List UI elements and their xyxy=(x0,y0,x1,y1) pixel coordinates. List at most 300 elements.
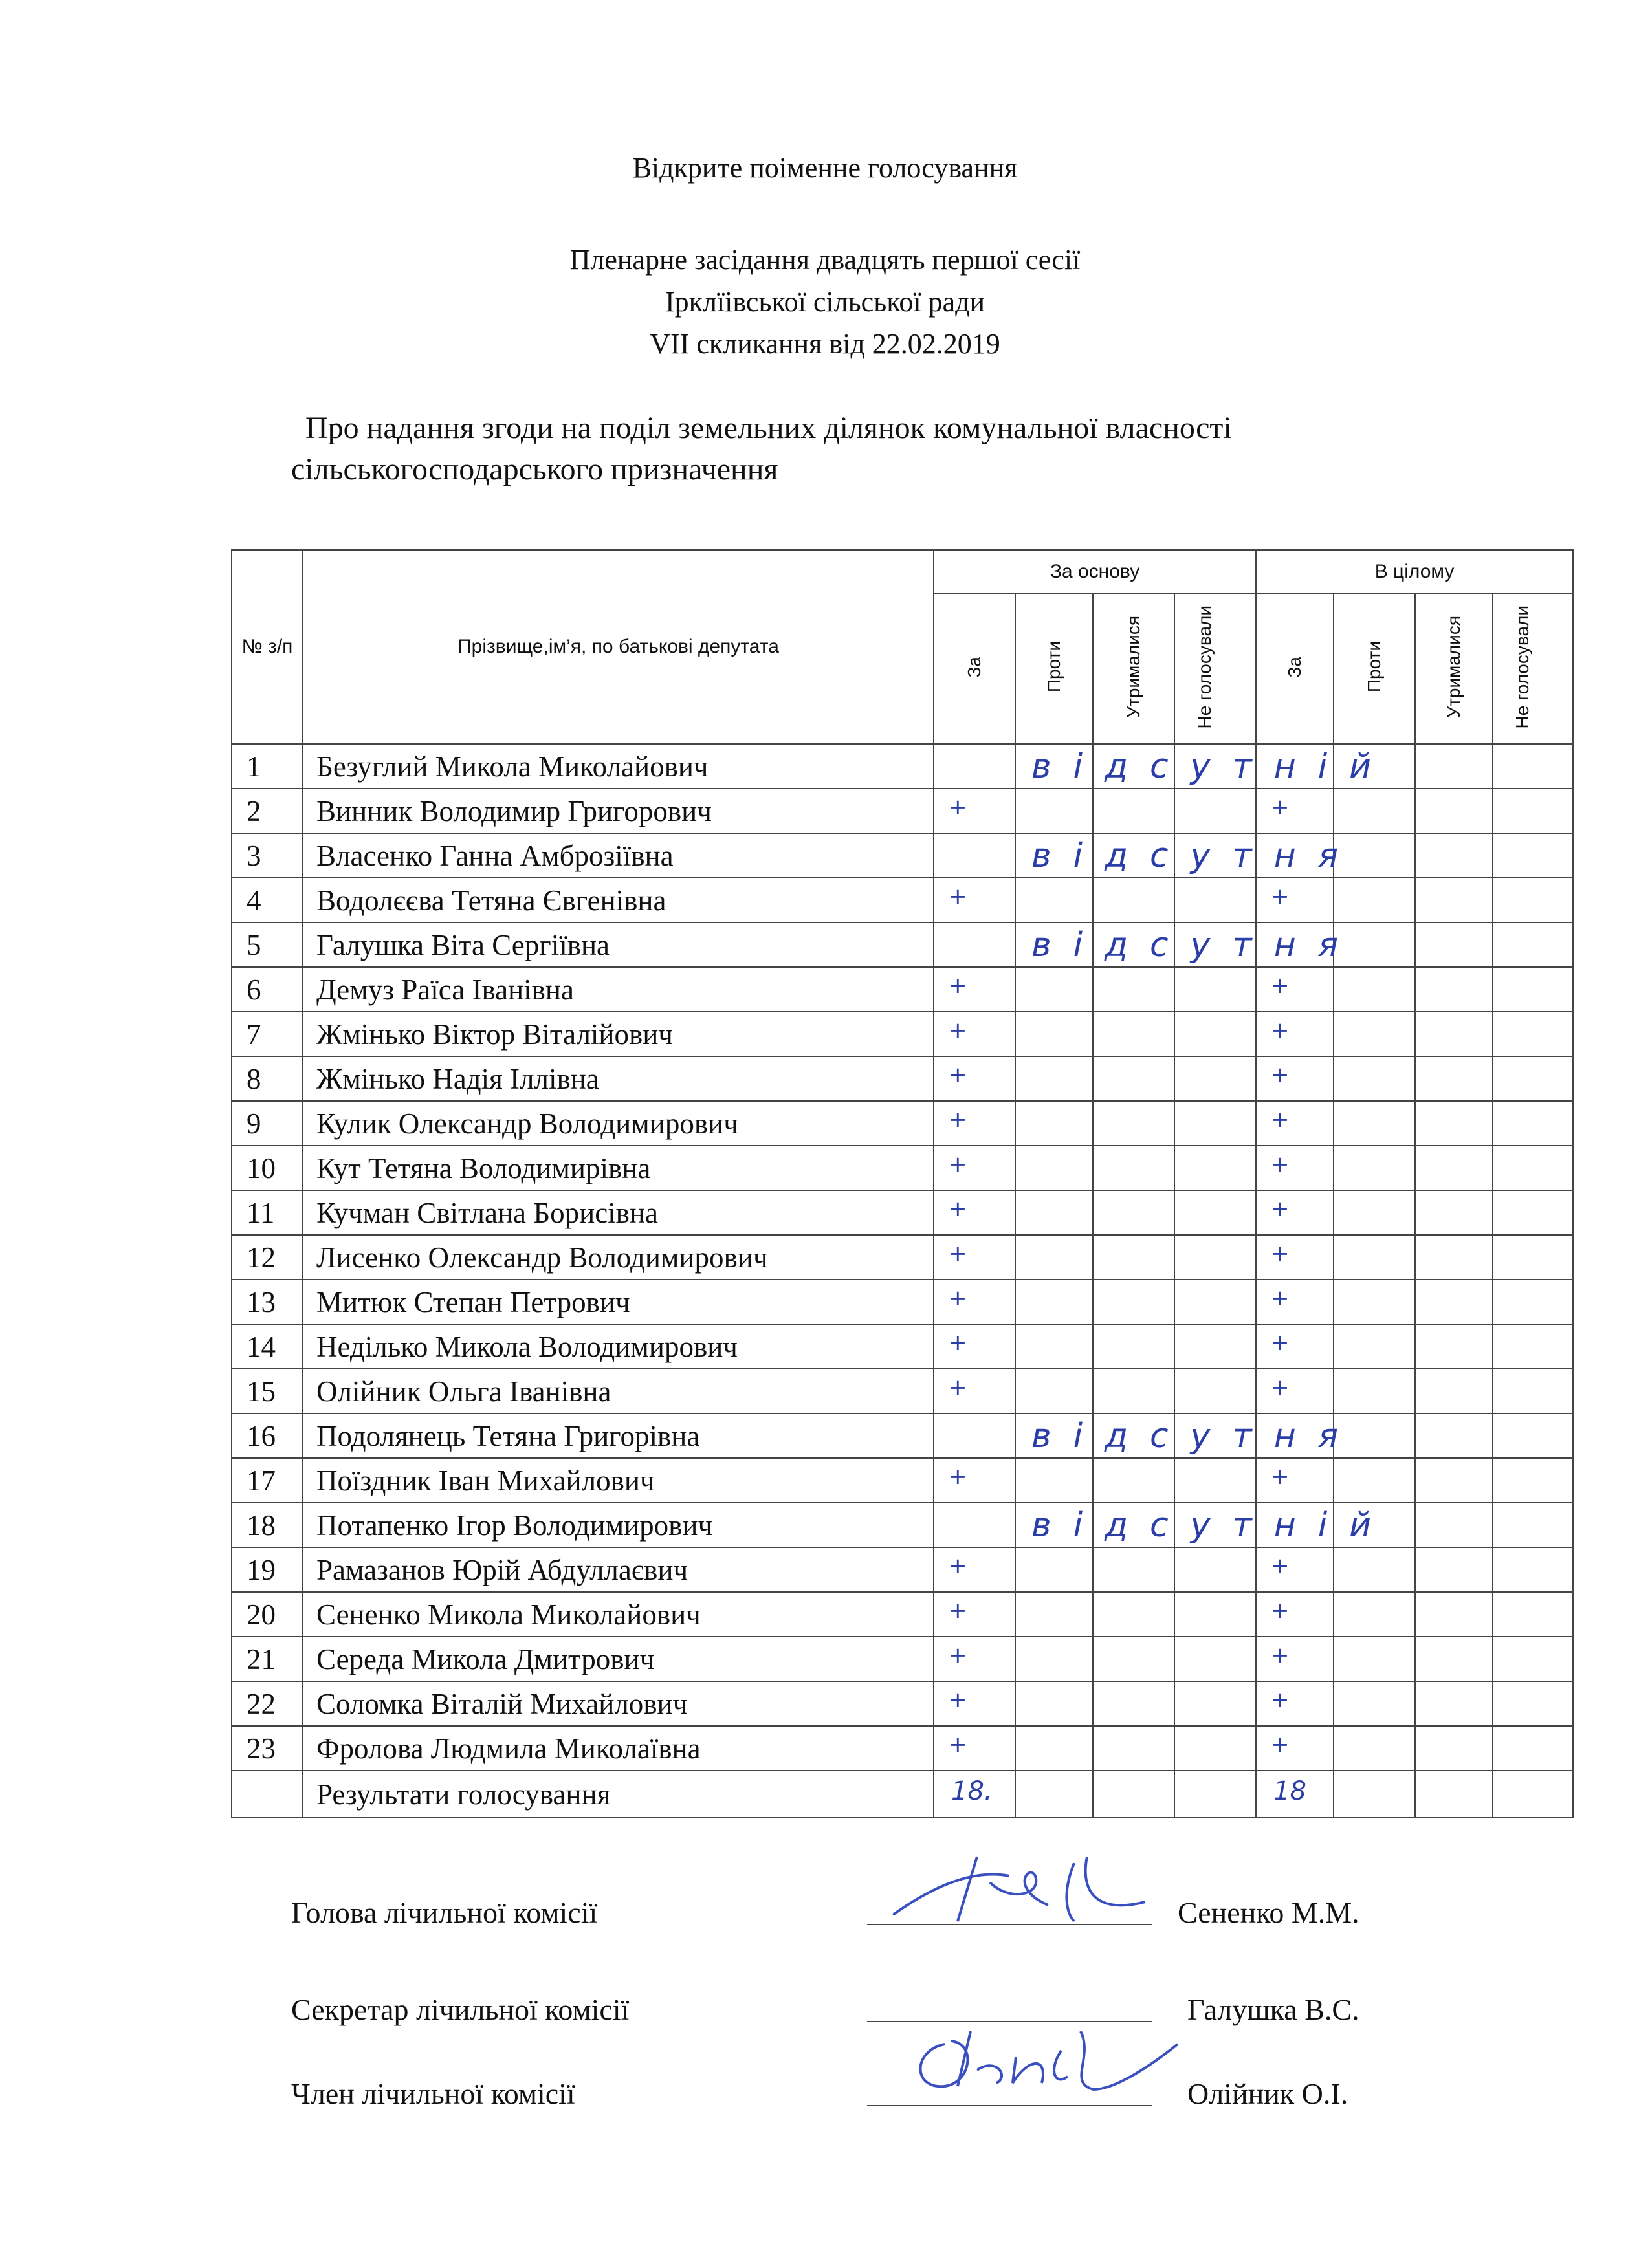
vote-cell xyxy=(934,922,1360,967)
vote-cell xyxy=(934,1726,1015,1771)
vote-for-mark: + xyxy=(949,1330,967,1356)
table-row xyxy=(232,1190,1573,1235)
vote-cell xyxy=(1256,1503,1334,1547)
deputy-name: Рамазанов Юрій Абдуллаєвич xyxy=(303,1547,934,1592)
vote-for-mark: + xyxy=(1271,1642,1290,1668)
vote-cell xyxy=(1493,1324,1573,1369)
vote-cell xyxy=(934,1413,1360,1458)
vote-for-mark: + xyxy=(949,1196,967,1222)
vote-cell xyxy=(1015,967,1093,1012)
col-header-for-1: За xyxy=(934,593,1015,744)
signature-member-scribble xyxy=(899,2005,1184,2102)
row-number: 3 xyxy=(232,833,303,878)
vote-cell xyxy=(1334,1726,1415,1771)
vote-cell xyxy=(1015,1056,1093,1101)
vote-cell xyxy=(1015,1101,1093,1146)
subject-line-1: Про надання згоди на поділ земельних ділянок комунальної власності xyxy=(305,411,1232,445)
vote-cell xyxy=(1415,1146,1493,1190)
vote-cell xyxy=(1174,1190,1256,1235)
vote-for-mark: + xyxy=(949,1285,967,1311)
vote-cell xyxy=(1093,744,1174,789)
signature-chair-scribble xyxy=(880,1844,1152,1934)
vote-cell xyxy=(1415,878,1493,922)
vote-for-mark: + xyxy=(949,1151,967,1177)
name-secretary: Галушка В.С. xyxy=(1187,1993,1359,2026)
vote-cell xyxy=(1493,1503,1573,1547)
vote-for-mark: + xyxy=(949,1375,967,1401)
deputy-name: Подолянець Тетяна Григорівна xyxy=(303,1413,934,1458)
vote-cell xyxy=(1093,833,1174,878)
vote-for-mark: + xyxy=(1271,1375,1290,1401)
vote-cell xyxy=(1334,1280,1415,1324)
vote-cell xyxy=(1256,1146,1334,1190)
table-row xyxy=(232,1726,1573,1771)
vote-cell xyxy=(1415,1190,1493,1235)
vote-cell xyxy=(1174,1012,1256,1056)
vote-cell xyxy=(1093,1637,1174,1681)
deputy-name: Жмінько Надія Іллівна xyxy=(303,1056,934,1101)
vote-cell xyxy=(1093,922,1174,967)
vote-cell xyxy=(1256,1056,1334,1101)
vote-cell xyxy=(1334,833,1415,878)
vote-cell xyxy=(1256,1547,1334,1592)
vote-cell xyxy=(1334,1012,1415,1056)
vote-cell xyxy=(1093,967,1174,1012)
vote-cell xyxy=(1015,1547,1093,1592)
vote-cell xyxy=(1093,1324,1174,1369)
vote-cell xyxy=(1174,1592,1256,1637)
vote-cell xyxy=(1493,1369,1573,1413)
vote-cell xyxy=(1334,1592,1415,1637)
vote-cell xyxy=(1174,789,1256,833)
vote-cell xyxy=(1493,1458,1573,1503)
row-number: 11 xyxy=(232,1190,303,1235)
deputy-name: Середа Микола Дмитрович xyxy=(303,1637,934,1681)
vote-cell xyxy=(1256,1592,1334,1637)
vote-cell xyxy=(934,744,1393,789)
table-row xyxy=(232,1547,1573,1592)
vote-cell xyxy=(1493,1146,1573,1190)
deputy-name: Соломка Віталій Михайлович xyxy=(303,1681,934,1726)
vote-cell xyxy=(1093,1056,1174,1101)
row-number: 10 xyxy=(232,1146,303,1190)
vote-cell xyxy=(1256,833,1334,878)
vote-cell xyxy=(1334,789,1415,833)
row-number: 19 xyxy=(232,1547,303,1592)
table-row xyxy=(232,1369,1573,1413)
deputy-name: Поїздник Іван Михайлович xyxy=(303,1458,934,1503)
vote-cell xyxy=(934,1592,1015,1637)
table-row xyxy=(232,1413,1573,1458)
vote-cell xyxy=(1174,1101,1256,1146)
vote-cell xyxy=(934,1101,1015,1146)
vote-cell xyxy=(1415,1280,1493,1324)
vote-cell xyxy=(934,789,1015,833)
vote-cell xyxy=(1493,1280,1573,1324)
vote-cell xyxy=(1334,744,1415,789)
row-number: 8 xyxy=(232,1056,303,1101)
vote-for-mark: + xyxy=(1271,1018,1290,1043)
name-member: Олійник О.І. xyxy=(1187,2077,1348,2110)
vote-cell xyxy=(1093,1681,1174,1726)
row-number: 20 xyxy=(232,1592,303,1637)
row-number: 16 xyxy=(232,1413,303,1458)
row-number: 1 xyxy=(232,744,303,789)
vote-cell xyxy=(1334,1681,1415,1726)
vote-for-mark: + xyxy=(1271,1285,1290,1311)
vote-cell xyxy=(934,1056,1015,1101)
vote-cell xyxy=(1015,922,1093,967)
vote-cell xyxy=(934,1547,1015,1592)
vote-cell xyxy=(1493,833,1573,878)
vote-cell xyxy=(1415,1726,1493,1771)
role-secretary: Секретар лічильної комісії xyxy=(291,1993,630,2026)
group-header-basis: За основу xyxy=(934,550,1256,593)
vote-cell xyxy=(1334,1146,1415,1190)
vote-cell xyxy=(934,1681,1015,1726)
vote-for-mark: + xyxy=(949,1642,967,1668)
vote-cell xyxy=(1093,1592,1174,1637)
vote-cell xyxy=(1015,1503,1093,1547)
table-row xyxy=(232,833,1573,878)
vote-cell xyxy=(1015,1637,1093,1681)
row-number: 18 xyxy=(232,1503,303,1547)
vote-for-mark: + xyxy=(1271,1196,1290,1222)
table-row xyxy=(232,744,1573,789)
vote-cell xyxy=(1174,1503,1256,1547)
vote-cell xyxy=(1093,1458,1174,1503)
vote-cell xyxy=(934,878,1015,922)
vote-cell xyxy=(1415,833,1493,878)
vote-cell xyxy=(1493,789,1573,833)
vote-for-mark: + xyxy=(949,1062,967,1088)
vote-cell xyxy=(1493,744,1573,789)
vote-cell xyxy=(1174,1547,1256,1592)
result-for-2: 18 xyxy=(1256,1771,1334,1818)
vote-for-mark: + xyxy=(949,1107,967,1133)
vote-for-mark: + xyxy=(949,973,967,999)
vote-cell xyxy=(1415,1413,1493,1458)
deputy-name: Жмінько Віктор Віталійович xyxy=(303,1012,934,1056)
table-row xyxy=(232,1592,1573,1637)
vote-cell xyxy=(1493,1637,1573,1681)
row-number: 13 xyxy=(232,1280,303,1324)
vote-for-mark: + xyxy=(949,1598,967,1624)
vote-cell xyxy=(1256,878,1334,922)
vote-cell xyxy=(1493,1101,1573,1146)
vote-for-mark: + xyxy=(1271,1330,1290,1356)
vote-cell xyxy=(1093,1012,1174,1056)
vote-for-mark: + xyxy=(1271,1598,1290,1624)
deputy-name: Галушка Віта Сергіївна xyxy=(303,922,934,967)
deputy-name: Безуглий Микола Миколайович xyxy=(303,744,934,789)
vote-cell xyxy=(1015,1280,1093,1324)
col-header-against-2: Проти xyxy=(1334,593,1415,744)
vote-cell xyxy=(1256,789,1334,833)
vote-for-mark: + xyxy=(949,1241,967,1267)
row-number: 15 xyxy=(232,1369,303,1413)
vote-cell xyxy=(1334,1413,1415,1458)
table-row xyxy=(232,1681,1573,1726)
deputy-name: Фролова Людмила Миколаївна xyxy=(303,1726,934,1771)
vote-cell xyxy=(1256,1637,1334,1681)
vote-cell xyxy=(1415,744,1493,789)
vote-cell xyxy=(1415,789,1493,833)
vote-for-mark: + xyxy=(1271,1687,1290,1713)
vote-cell xyxy=(1015,878,1093,922)
vote-cell xyxy=(1093,1413,1174,1458)
vote-for-mark: + xyxy=(1271,1107,1290,1133)
vote-cell xyxy=(1415,1547,1493,1592)
vote-cell xyxy=(1174,1056,1256,1101)
vote-cell xyxy=(1174,1324,1256,1369)
vote-cell xyxy=(1493,1547,1573,1592)
col-header-for-2: За xyxy=(1256,593,1334,744)
deputy-name: Потапенко Ігор Володимирович xyxy=(303,1503,934,1547)
vote-cell xyxy=(1256,1726,1334,1771)
vote-cell xyxy=(1174,833,1256,878)
row-number: 9 xyxy=(232,1101,303,1146)
vote-cell xyxy=(934,1369,1015,1413)
vote-cell xyxy=(1334,922,1415,967)
col-header-abstain-2: Утрималися xyxy=(1415,593,1493,744)
deputy-name: Сененко Микола Миколайович xyxy=(303,1592,934,1637)
vote-cell xyxy=(1334,1056,1415,1101)
results-number-cell xyxy=(232,1771,303,1818)
vote-cell xyxy=(1256,1280,1334,1324)
vote-for-mark: + xyxy=(1271,1553,1290,1579)
vote-cell xyxy=(1015,1369,1093,1413)
vote-cell xyxy=(1174,1369,1256,1413)
vote-cell xyxy=(1415,1503,1493,1547)
table-row xyxy=(232,1280,1573,1324)
deputy-name: Винник Володимир Григорович xyxy=(303,789,934,833)
vote-cell xyxy=(1015,1681,1093,1726)
vote-cell xyxy=(1334,1101,1415,1146)
deputy-name: Кут Тетяна Володимирівна xyxy=(303,1146,934,1190)
vote-cell xyxy=(1174,1637,1256,1681)
vote-cell xyxy=(1256,1235,1334,1280)
table-row xyxy=(232,1637,1573,1681)
vote-cell xyxy=(1493,1726,1573,1771)
deputy-name: Власенко Ганна Амброзіївна xyxy=(303,833,934,878)
vote-for-mark: + xyxy=(1271,884,1290,910)
row-number: 21 xyxy=(232,1637,303,1681)
vote-cell xyxy=(1415,1101,1493,1146)
vote-for-mark: + xyxy=(949,1464,967,1490)
vote-cell xyxy=(1256,967,1334,1012)
vote-cell xyxy=(1493,967,1573,1012)
vote-cell xyxy=(1493,1413,1573,1458)
vote-cell xyxy=(1093,1146,1174,1190)
row-number: 22 xyxy=(232,1681,303,1726)
vote-cell xyxy=(1093,1280,1174,1324)
vote-cell xyxy=(1015,1458,1093,1503)
vote-cell xyxy=(934,1503,1393,1547)
vote-cell xyxy=(1256,1413,1334,1458)
vote-cell xyxy=(1415,967,1493,1012)
vote-cell xyxy=(1015,1146,1093,1190)
vote-cell xyxy=(1256,1369,1334,1413)
vote-cell xyxy=(934,1235,1015,1280)
table-row xyxy=(232,878,1573,922)
deputy-name: Кулик Олександр Володимирович xyxy=(303,1101,934,1146)
vote-cell xyxy=(1174,1681,1256,1726)
vote-cell xyxy=(1334,1369,1415,1413)
vote-cell xyxy=(1493,1056,1573,1101)
vote-for-mark: + xyxy=(1271,1241,1290,1267)
row-number: 6 xyxy=(232,967,303,1012)
vote-cell xyxy=(1256,1458,1334,1503)
row-number: 7 xyxy=(232,1012,303,1056)
col-header-abstain-1: Утрималися xyxy=(1093,593,1174,744)
table-row xyxy=(232,789,1573,833)
vote-for-mark: + xyxy=(1271,973,1290,999)
vote-cell xyxy=(934,1458,1015,1503)
vote-cell xyxy=(1174,922,1256,967)
vote-cell xyxy=(1334,1637,1415,1681)
results-row xyxy=(232,1771,1573,1818)
deputy-name: Лисенко Олександр Володимирович xyxy=(303,1235,934,1280)
vote-for-mark: + xyxy=(949,1018,967,1043)
vote-cell xyxy=(1493,878,1573,922)
vote-cell xyxy=(1093,1235,1174,1280)
vote-cell xyxy=(1493,1235,1573,1280)
vote-for-mark: + xyxy=(1271,794,1290,820)
vote-cell xyxy=(1415,922,1493,967)
vote-cell xyxy=(1015,744,1093,789)
vote-cell xyxy=(934,833,1360,878)
deputy-name: Митюк Степан Петрович xyxy=(303,1280,934,1324)
vote-cell xyxy=(1093,1101,1174,1146)
vote-for-mark: + xyxy=(1271,1464,1290,1490)
vote-cell xyxy=(1334,967,1415,1012)
vote-cell xyxy=(1093,1547,1174,1592)
vote-cell xyxy=(1334,1503,1415,1547)
vote-cell xyxy=(1493,1190,1573,1235)
vote-for-mark: + xyxy=(1271,1062,1290,1088)
vote-cell xyxy=(1415,1637,1493,1681)
group-header-whole: В цілому xyxy=(1256,550,1573,593)
vote-cell xyxy=(934,967,1015,1012)
vote-for-mark: + xyxy=(949,884,967,910)
col-header-against-1: Проти xyxy=(1015,593,1093,744)
role-chair: Голова лічильної комісії xyxy=(291,1896,598,1929)
table-row xyxy=(232,967,1573,1012)
results-label: Результати голосування xyxy=(303,1771,934,1818)
deputy-name: Олійник Ольга Іванівна xyxy=(303,1369,934,1413)
deputy-name: Демуз Раїса Іванівна xyxy=(303,967,934,1012)
vote-cell xyxy=(1093,878,1174,922)
vote-cell xyxy=(1174,744,1256,789)
vote-cell xyxy=(1174,967,1256,1012)
vote-cell xyxy=(1015,789,1093,833)
vote-cell xyxy=(1415,1012,1493,1056)
row-number: 14 xyxy=(232,1324,303,1369)
vote-for-mark: + xyxy=(949,1687,967,1713)
table-row xyxy=(232,1101,1573,1146)
vote-cell xyxy=(1015,1235,1093,1280)
vote-cell xyxy=(1174,1280,1256,1324)
table-row xyxy=(232,1503,1573,1547)
row-number: 12 xyxy=(232,1235,303,1280)
absent-note: відсутня xyxy=(1031,926,1360,965)
row-number: 2 xyxy=(232,789,303,833)
vote-cell xyxy=(1415,1369,1493,1413)
absent-note: відсутній xyxy=(1031,1506,1393,1545)
voting-table-body xyxy=(232,744,1573,1771)
role-member: Член лічильної комісії xyxy=(291,2077,575,2110)
absent-note: відсутня xyxy=(1031,836,1360,875)
vote-cell xyxy=(1415,1056,1493,1101)
table-row xyxy=(232,1056,1573,1101)
row-number: 5 xyxy=(232,922,303,967)
vote-cell xyxy=(1015,833,1093,878)
col-header-novote-1: Не голосували xyxy=(1174,593,1256,744)
vote-cell xyxy=(934,1190,1015,1235)
vote-cell xyxy=(1415,1458,1493,1503)
vote-cell xyxy=(934,1324,1015,1369)
name-chair: Сененко М.М. xyxy=(1178,1896,1359,1929)
vote-for-mark: + xyxy=(1271,1732,1290,1758)
voting-table xyxy=(231,549,1574,1818)
vote-cell xyxy=(934,1012,1015,1056)
vote-cell xyxy=(1334,878,1415,922)
col-header-name: Прізвище,ім’я, по батькові депутата xyxy=(303,550,934,744)
vote-cell xyxy=(1334,1458,1415,1503)
col-header-number: № з/п xyxy=(232,550,303,744)
vote-cell xyxy=(1256,1190,1334,1235)
vote-cell xyxy=(1015,1324,1093,1369)
vote-cell xyxy=(1256,1101,1334,1146)
vote-cell xyxy=(1174,1146,1256,1190)
vote-cell xyxy=(934,1280,1015,1324)
vote-cell xyxy=(1256,1681,1334,1726)
row-number: 17 xyxy=(232,1458,303,1503)
vote-cell xyxy=(1093,1369,1174,1413)
vote-cell xyxy=(1174,1726,1256,1771)
table-row xyxy=(232,922,1573,967)
vote-cell xyxy=(1015,1726,1093,1771)
vote-cell xyxy=(1174,1413,1256,1458)
document-title: Відкрите поіменне голосування xyxy=(632,152,1018,184)
vote-cell xyxy=(1256,1012,1334,1056)
vote-cell xyxy=(1015,1413,1093,1458)
absent-note: відсутній xyxy=(1031,747,1393,786)
vote-cell xyxy=(1256,922,1334,967)
vote-for-mark: + xyxy=(949,1553,967,1579)
vote-for-mark: + xyxy=(949,794,967,820)
vote-cell xyxy=(1415,1592,1493,1637)
absent-note: відсутня xyxy=(1031,1417,1360,1456)
vote-cell xyxy=(1015,1012,1093,1056)
vote-cell xyxy=(1093,1503,1174,1547)
vote-cell xyxy=(1334,1235,1415,1280)
table-row xyxy=(232,1235,1573,1280)
col-header-novote-2: Не голосували xyxy=(1493,593,1573,744)
deputy-name: Кучман Світлана Борисівна xyxy=(303,1190,934,1235)
vote-cell xyxy=(1493,922,1573,967)
vote-cell xyxy=(1415,1235,1493,1280)
session-line-2: Ірклїівської сільської ради xyxy=(665,286,985,318)
vote-cell xyxy=(934,1146,1015,1190)
vote-cell xyxy=(1093,1726,1174,1771)
vote-cell xyxy=(1093,1190,1174,1235)
vote-cell xyxy=(1015,1190,1093,1235)
deputy-name: Неділько Микола Володимирович xyxy=(303,1324,934,1369)
vote-cell xyxy=(1256,1324,1334,1369)
vote-cell xyxy=(1415,1681,1493,1726)
